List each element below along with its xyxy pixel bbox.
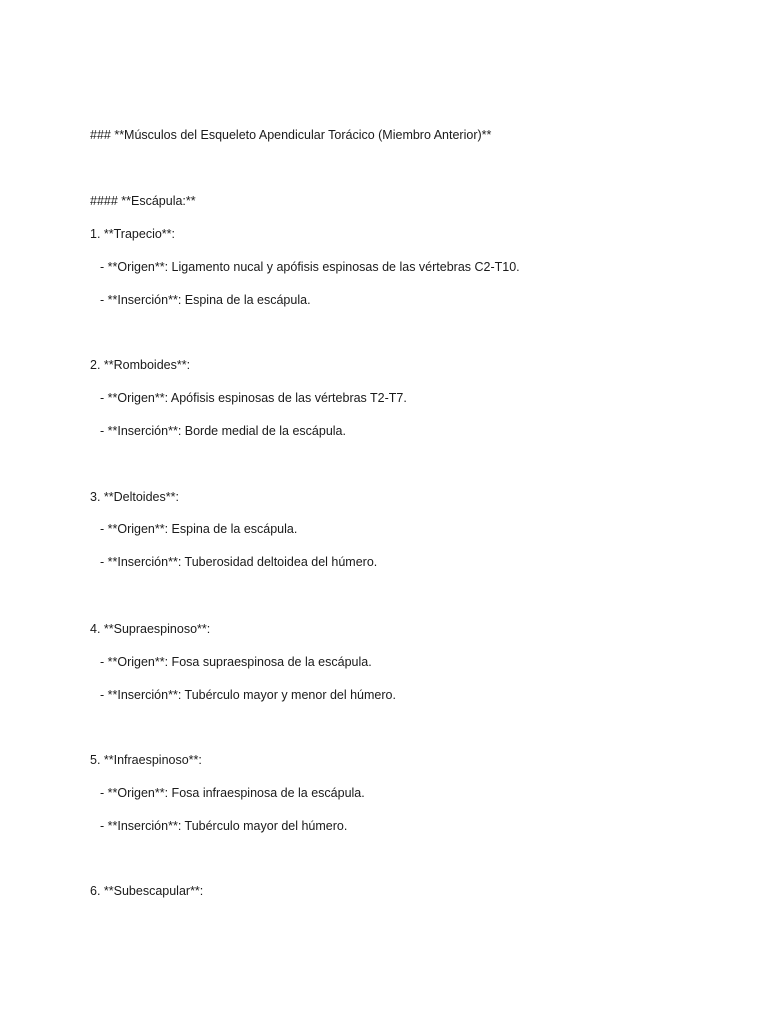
muscle-insertion-romboides: - **Inserción**: Borde medial de la escápula. — [100, 424, 346, 438]
section-heading: #### **Escápula:** — [90, 194, 196, 208]
muscle-origin-infraespinoso: - **Origen**: Fosa infraespinosa de la escápula. — [100, 786, 365, 800]
muscle-heading-supraespinoso: 4. **Supraespinoso**: — [90, 622, 211, 636]
muscle-insertion-deltoides: - **Inserción**: Tuberosidad deltoidea del húmero. — [100, 555, 378, 569]
document-title: ### **Músculos del Esqueleto Apendicular Torácico (Miembro Anterior)** — [90, 128, 492, 142]
muscle-insertion-infraespinoso: - **Inserción**: Tubérculo mayor del húmero. — [100, 819, 348, 833]
muscle-insertion-supraespinoso: - **Inserción**: Tubérculo mayor y menor del húmero. — [100, 688, 396, 702]
muscle-origin-trapecio: - **Origen**: Ligamento nucal y apófisis espinosas de las vértebras C2-T10. — [100, 260, 520, 274]
muscle-heading-deltoides: 3. **Deltoides**: — [90, 490, 179, 504]
muscle-insertion-trapecio: - **Inserción**: Espina de la escápula. — [100, 293, 311, 307]
muscle-origin-romboides: - **Origen**: Apófisis espinosas de las vértebras T2-T7. — [100, 391, 407, 405]
muscle-heading-romboides: 2. **Romboides**: — [90, 358, 191, 372]
muscle-heading-infraespinoso: 5. **Infraespinoso**: — [90, 753, 202, 767]
muscle-origin-supraespinoso: - **Origen**: Fosa supraespinosa de la escápula. — [100, 655, 372, 669]
muscle-origin-deltoides: - **Origen**: Espina de la escápula. — [100, 522, 298, 536]
muscle-heading-trapecio: 1. **Trapecio**: — [90, 227, 175, 241]
muscle-heading-subescapular: 6. **Subescapular**: — [90, 884, 204, 898]
